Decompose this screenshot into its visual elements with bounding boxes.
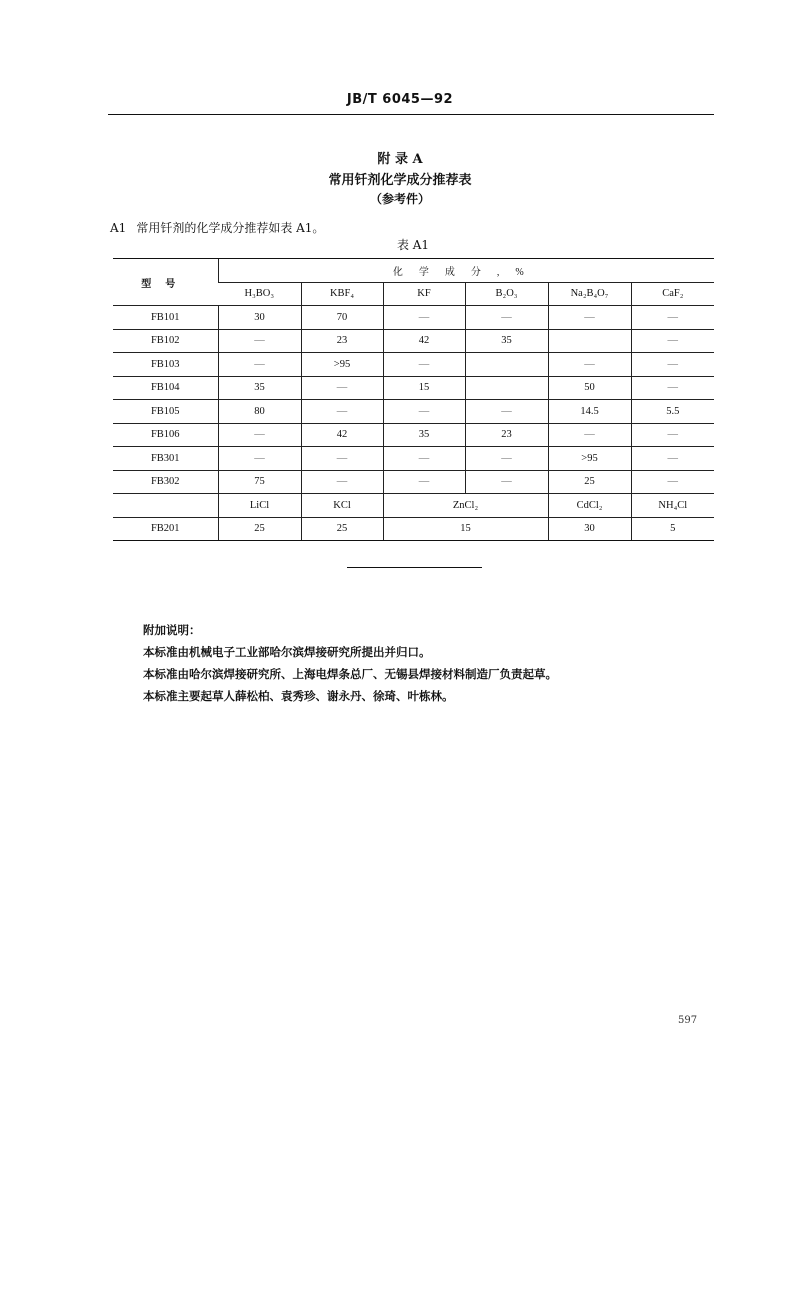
table-row: [113, 353, 714, 377]
table-row: [113, 447, 714, 471]
model-cell: FB106: [113, 423, 218, 447]
value-cell: >95: [301, 353, 383, 377]
value-cell: 35: [465, 329, 548, 353]
value-cell: —: [301, 470, 383, 494]
value-cell: 5: [631, 517, 714, 541]
value-cell: —: [548, 306, 631, 330]
value-cell: —: [218, 447, 301, 471]
appendix-note: （参考件）: [369, 192, 430, 206]
model-cell: FB301: [113, 447, 218, 471]
standard-code-header: JB/T 6045—92: [346, 92, 454, 107]
table-row: [113, 400, 714, 424]
table-row: [113, 306, 714, 330]
column-header: KF: [383, 282, 465, 306]
appendix-heading: 附 录 A: [377, 152, 423, 167]
value-cell: 25: [218, 517, 301, 541]
value-cell: 15: [383, 517, 548, 541]
intro-number: A1: [110, 221, 127, 235]
value-cell: —: [548, 423, 631, 447]
value-cell: [465, 376, 548, 400]
value-cell: —: [301, 400, 383, 424]
table-row: [113, 376, 714, 400]
table-row: [113, 329, 714, 353]
value-cell: —: [631, 423, 714, 447]
value-cell: [465, 353, 548, 377]
model-cell-empty: [113, 494, 218, 518]
table-caption: 表 A1: [396, 238, 430, 252]
value-cell: —: [383, 470, 465, 494]
value-cell: 35: [383, 423, 465, 447]
column-header: KBF₄: [301, 282, 383, 306]
value-cell: —: [631, 329, 714, 353]
model-cell: FB105: [113, 400, 218, 424]
model-cell: FB201: [113, 517, 218, 541]
value-cell: —: [631, 306, 714, 330]
table-row: [113, 470, 714, 494]
appendix-title: 常用钎剂化学成分推荐表: [328, 173, 472, 188]
note-line: 本标准由哈尔滨焊接研究所、上海电焊条总厂、无锡县焊接材料制造厂负责起草。: [143, 667, 557, 681]
column-header: KCl: [301, 494, 383, 518]
value-cell: 14.5: [548, 400, 631, 424]
value-cell: 23: [301, 329, 383, 353]
value-cell: 75: [218, 470, 301, 494]
value-cell: —: [465, 400, 548, 424]
column-header: LiCl: [218, 494, 301, 518]
value-cell: —: [465, 447, 548, 471]
model-cell: FB103: [113, 353, 218, 377]
column-header: H₃BO₃: [218, 282, 301, 306]
table-row: [113, 423, 714, 447]
value-cell: —: [301, 376, 383, 400]
model-cell: FB104: [113, 376, 218, 400]
model-header: 型号: [113, 259, 218, 306]
composition-header: 化学成分,%: [218, 259, 714, 283]
value-cell: 42: [383, 329, 465, 353]
value-cell: 23: [465, 423, 548, 447]
value-cell: —: [218, 329, 301, 353]
value-cell: 50: [548, 376, 631, 400]
value-cell: —: [465, 470, 548, 494]
value-cell: —: [631, 353, 714, 377]
table-row: [113, 517, 714, 541]
value-cell: 80: [218, 400, 301, 424]
value-cell: 30: [548, 517, 631, 541]
value-cell: 15: [383, 376, 465, 400]
column-header: ZnCl₂: [383, 494, 548, 518]
page-number: 597: [678, 1015, 698, 1026]
value-cell: —: [301, 447, 383, 471]
value-cell: —: [383, 447, 465, 471]
value-cell: —: [631, 470, 714, 494]
notes-title: 附加说明：: [143, 623, 201, 637]
column-header: B₂O₃: [465, 282, 548, 306]
value-cell: —: [383, 306, 465, 330]
note-line: 本标准由机械电子工业部哈尔滨焊接研究所提出并归口。: [143, 645, 431, 659]
value-cell: 70: [301, 306, 383, 330]
value-cell: —: [548, 353, 631, 377]
table-header-row: [113, 259, 714, 283]
column-header: Na₂B₄O₇: [548, 282, 631, 306]
model-cell: FB102: [113, 329, 218, 353]
header-rule: [108, 114, 714, 115]
table-second-header-row: [113, 494, 714, 518]
intro-text: 常用钎剂的化学成分推荐如表 A1。: [136, 221, 325, 235]
note-line: 本标准主要起草人薛松柏、袁秀珍、谢永丹、徐琦、叶栋林。: [143, 689, 454, 703]
value-cell: —: [631, 376, 714, 400]
composition-table: [113, 258, 714, 541]
value-cell: —: [383, 353, 465, 377]
value-cell: 42: [301, 423, 383, 447]
value-cell: 30: [218, 306, 301, 330]
intro-paragraph: [110, 219, 324, 236]
value-cell: 25: [301, 517, 383, 541]
value-cell: —: [465, 306, 548, 330]
model-cell: FB101: [113, 306, 218, 330]
value-cell: —: [383, 400, 465, 424]
end-rule: [347, 567, 482, 568]
column-header: CdCl₂: [548, 494, 631, 518]
value-cell: [548, 329, 631, 353]
value-cell: 35: [218, 376, 301, 400]
model-cell: FB302: [113, 470, 218, 494]
value-cell: 5.5: [631, 400, 714, 424]
value-cell: —: [218, 423, 301, 447]
value-cell: >95: [548, 447, 631, 471]
column-header: CaF₂: [631, 282, 714, 306]
value-cell: —: [218, 353, 301, 377]
column-header: NH₄Cl: [631, 494, 714, 518]
value-cell: 25: [548, 470, 631, 494]
value-cell: —: [631, 447, 714, 471]
